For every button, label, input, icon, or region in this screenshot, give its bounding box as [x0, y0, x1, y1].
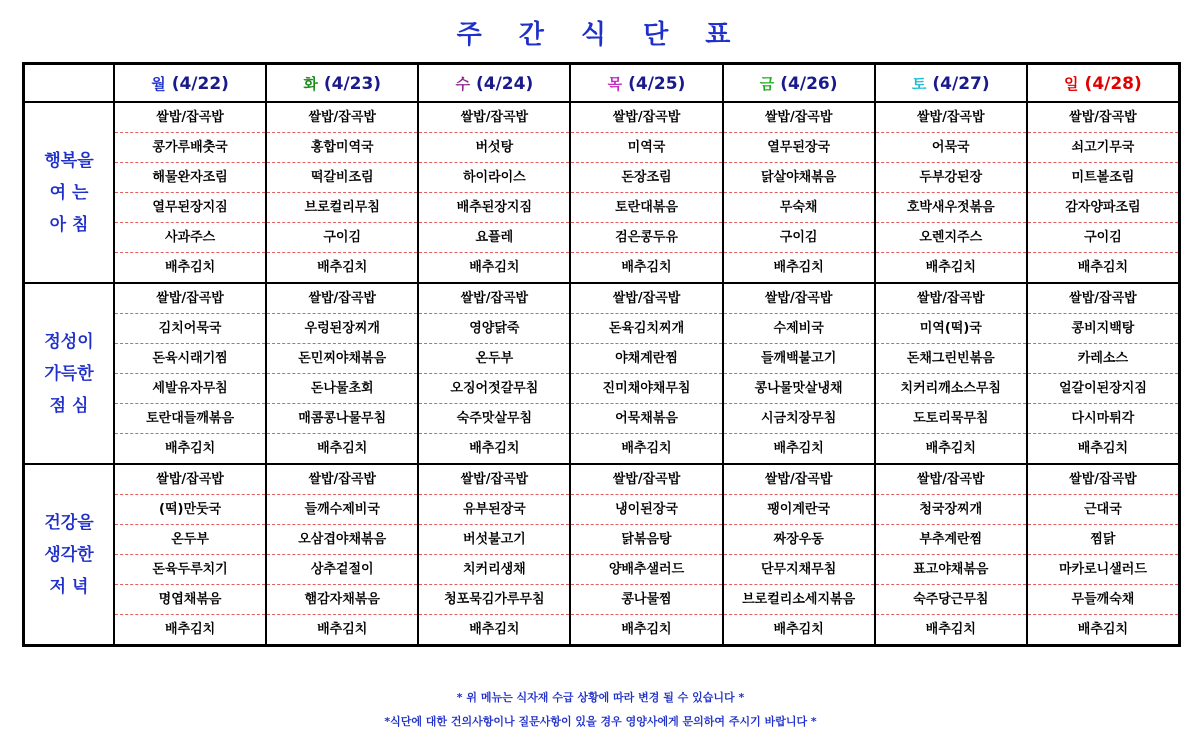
menu-item: 단무지채무침: [724, 555, 874, 585]
menu-item: 어묵국: [876, 133, 1026, 163]
day-date: (4/26): [780, 73, 838, 94]
menu-item: 닭볶음탕: [571, 525, 721, 555]
menu-item: 닭살야채볶음: [724, 163, 874, 193]
menu-item: 배추김치: [317, 622, 368, 637]
menu-item: 콩나물찜: [571, 585, 721, 615]
menu-item: 쌀밥/잡곡밥: [724, 284, 874, 314]
day-char: 토: [911, 74, 927, 93]
menu-item: 시금치장무침: [724, 404, 874, 434]
menu-item: 배추김치: [1077, 441, 1129, 456]
menu-item: 영양닭죽: [419, 314, 569, 344]
menu-item: 돈육두루치기: [115, 555, 265, 585]
menu-item: 브로컬리무침: [267, 193, 417, 223]
meal-label-line: 정성이: [44, 331, 94, 352]
menu-item: 배추김치: [621, 622, 672, 637]
menu-list: [115, 284, 265, 463]
menu-item: 쌀밥/잡곡밥: [419, 103, 569, 133]
menu-cell: [114, 102, 266, 283]
change-notice: * 위 메뉴는 식자재 수급 상황에 따라 변경 될 수 있습니다 *: [456, 691, 745, 704]
menu-item: 쌀밥/잡곡밥: [724, 103, 874, 133]
menu-item: 배추김치: [925, 622, 976, 637]
menu-list: [876, 465, 1026, 644]
menu-item: 콩가루배춧국: [115, 133, 265, 163]
menu-item: 콩비지백탕: [1028, 314, 1178, 344]
menu-item: 쌀밥/잡곡밥: [724, 465, 874, 495]
menu-item: 쇠고기무국: [1028, 133, 1178, 163]
menu-item: 팽이계란국: [724, 495, 874, 525]
menu-item: 쌀밥/잡곡밥: [419, 284, 569, 314]
menu-item: 배추김치: [317, 260, 368, 275]
day-char: 월: [151, 74, 166, 93]
menu-item: 사과주스: [115, 223, 265, 253]
menu-item: 배추김치: [317, 441, 368, 456]
menu-item: 구이김: [1028, 223, 1178, 253]
menu-item: 쌀밥/잡곡밥: [876, 465, 1026, 495]
menu-cell: [418, 464, 570, 645]
menu-cell: [570, 102, 722, 283]
menu-item: 오삼겹야채볶음: [267, 525, 417, 555]
menu-item: 배추김치: [164, 622, 216, 637]
menu-cell: [114, 464, 266, 645]
menu-cell: [875, 102, 1027, 283]
menu-item: 쌀밥/잡곡밥: [419, 465, 569, 495]
menu-item: 도토리묵무침: [876, 404, 1026, 434]
menu-cell: [570, 464, 722, 645]
page-title: 주 간 식 단 표: [456, 20, 745, 50]
menu-item: 검은콩두유: [571, 223, 721, 253]
menu-item: 무들깨숙채: [1028, 585, 1178, 615]
menu-list: [1028, 103, 1178, 282]
menu-item: 근대국: [1028, 495, 1178, 525]
menu-list: [115, 103, 265, 282]
meal-label-line: 여 는: [49, 182, 89, 203]
menu-item: 배추김치: [621, 260, 672, 275]
menu-cell: [723, 464, 875, 645]
menu-item: 냉이된장국: [571, 495, 721, 525]
menu-cell: [1027, 102, 1179, 283]
menu-cell: [418, 283, 570, 464]
menu-item: 온두부: [419, 344, 569, 374]
menu-item: 수제비국: [724, 314, 874, 344]
menu-item: 쌀밥/잡곡밥: [267, 103, 417, 133]
menu-item: 어묵채볶음: [571, 404, 721, 434]
menu-list: [267, 465, 417, 644]
menu-item: 돈나물초회: [267, 374, 417, 404]
menu-item: 열무된장국: [724, 133, 874, 163]
menu-item: 숙주당근무침: [876, 585, 1026, 615]
menu-item: 쌀밥/잡곡밥: [1028, 465, 1178, 495]
menu-item: 호박새우젓볶음: [876, 193, 1026, 223]
menu-item: 브로컬리소세지볶음: [724, 585, 874, 615]
menu-item: 카레소스: [1028, 344, 1178, 374]
menu-item: 쌀밥/잡곡밥: [571, 103, 721, 133]
menu-item: 명엽채볶음: [115, 585, 265, 615]
menu-item: 온두부: [115, 525, 265, 555]
meal-label-line: 행복을: [44, 150, 94, 171]
menu-item: 숙주맛살무침: [419, 404, 569, 434]
menu-item: 구이김: [267, 223, 417, 253]
day-date: (4/24): [475, 73, 534, 94]
meal-row-breakfast: [24, 102, 1179, 283]
menu-item: 돈채그린빈볶음: [876, 344, 1026, 374]
menu-item: 돈민찌야채볶음: [267, 344, 417, 374]
menu-item: 버섯탕: [419, 133, 569, 163]
menu-item: 양배추샐러드: [571, 555, 721, 585]
menu-item: 요플레: [419, 223, 569, 253]
menu-item: 쌀밥/잡곡밥: [571, 465, 721, 495]
menu-item: 들깨수제비국: [267, 495, 417, 525]
menu-item: 쌀밥/잡곡밥: [1028, 103, 1178, 133]
day-header-mon: [114, 64, 266, 102]
menu-cell: [266, 464, 418, 645]
menu-item: 돈장조림: [571, 163, 721, 193]
day-date: (4/22): [171, 73, 229, 94]
menu-item: 배추김치: [773, 622, 824, 637]
menu-item: 청국장찌개: [876, 495, 1026, 525]
day-header-sun: [1027, 64, 1179, 102]
menu-item: 해물완자조림: [115, 163, 265, 193]
menu-item: 쌀밥/잡곡밥: [115, 103, 265, 133]
menu-item: 표고야채볶음: [876, 555, 1026, 585]
menu-item: 배추김치: [1077, 622, 1129, 637]
day-char: 목: [607, 74, 623, 93]
menu-item: 콩나물맛살냉채: [724, 374, 874, 404]
menu-item: 배추김치: [925, 441, 976, 456]
menu-list: [1028, 465, 1178, 644]
menu-item: 치커리깨소스무침: [876, 374, 1026, 404]
menu-list: [724, 465, 874, 644]
menu-item: 구이김: [724, 223, 874, 253]
corner-cell: [24, 64, 114, 102]
meal-label-breakfast: [24, 102, 114, 283]
menu-cell: [266, 283, 418, 464]
menu-item: 미역(떡)국: [876, 314, 1026, 344]
weekly-menu-table: [22, 62, 1181, 647]
day-header-row: [24, 64, 1179, 102]
menu-item: 김치어묵국: [115, 314, 265, 344]
menu-item: 배추김치: [164, 260, 216, 275]
menu-item: 배추김치: [621, 441, 672, 456]
meal-label-line: 가득한: [44, 363, 94, 384]
day-char: 수: [455, 74, 470, 93]
menu-item: 하이라이스: [419, 163, 569, 193]
day-header-thu: [570, 64, 722, 102]
menu-item: 쌀밥/잡곡밥: [1028, 284, 1178, 314]
menu-item: 배추된장지짐: [419, 193, 569, 223]
menu-item: 청포묵김가루무침: [419, 585, 569, 615]
day-date: (4/28): [1084, 73, 1142, 94]
day-header-wed: [418, 64, 570, 102]
menu-list: [724, 284, 874, 463]
menu-cell: [875, 283, 1027, 464]
meal-row-lunch: [24, 283, 1179, 464]
day-header-fri: [723, 64, 875, 102]
menu-item: 열무된장지짐: [115, 193, 265, 223]
meal-row-dinner: [24, 464, 1179, 645]
menu-item: 짜장우동: [724, 525, 874, 555]
inquiry-notice: *식단에 대한 건의사항이나 질문사항이 있을 경우 영양사에게 문의하여 주시기 바랍니다 *: [384, 715, 817, 728]
menu-item: 진미채야채무침: [571, 374, 721, 404]
menu-item: 두부강된장: [876, 163, 1026, 193]
menu-item: 무숙채: [724, 193, 874, 223]
meal-label-line: 점 심: [49, 395, 89, 416]
menu-list: [571, 465, 721, 644]
menu-item: 배추김치: [773, 260, 824, 275]
menu-list: [419, 465, 569, 644]
menu-item: 세발유자무침: [115, 374, 265, 404]
menu-item: (떡)만둣국: [115, 495, 265, 525]
menu-item: 쌀밥/잡곡밥: [115, 284, 265, 314]
menu-item: 오징어젓갈무침: [419, 374, 569, 404]
day-date: (4/27): [932, 73, 990, 94]
menu-cell: [114, 283, 266, 464]
menu-item: 배추김치: [925, 260, 976, 275]
menu-list: [571, 284, 721, 463]
menu-cell: [875, 464, 1027, 645]
menu-item: 치커리생채: [419, 555, 569, 585]
meal-label-line: 저 녁: [49, 576, 89, 597]
menu-item: 쌀밥/잡곡밥: [267, 284, 417, 314]
menu-list: [876, 284, 1026, 463]
day-header-sat: [875, 64, 1027, 102]
menu-item: 유부된장국: [419, 495, 569, 525]
menu-cell: [266, 102, 418, 283]
menu-item: 상추겉절이: [267, 555, 417, 585]
menu-list: [419, 103, 569, 282]
meal-label-lunch: [24, 283, 114, 464]
day-date: (4/23): [323, 73, 382, 94]
meal-label-dinner: [24, 464, 114, 645]
menu-item: 떡갈비조림: [267, 163, 417, 193]
meal-label-line: 생각한: [44, 544, 94, 565]
day-char: 화: [303, 74, 318, 93]
menu-list: [1028, 284, 1178, 463]
menu-list: [571, 103, 721, 282]
menu-list: [267, 103, 417, 282]
menu-item: 쌀밥/잡곡밥: [267, 465, 417, 495]
menu-item: 쌀밥/잡곡밥: [876, 284, 1026, 314]
menu-item: 미역국: [571, 133, 721, 163]
menu-list: [724, 103, 874, 282]
menu-item: 쌀밥/잡곡밥: [115, 465, 265, 495]
day-char: 일: [1064, 74, 1079, 93]
menu-item: 토란대들깨볶음: [115, 404, 265, 434]
menu-item: 미트볼조림: [1028, 163, 1178, 193]
menu-cell: [1027, 283, 1179, 464]
menu-item: 배추김치: [469, 260, 520, 275]
menu-item: 배추김치: [469, 622, 520, 637]
day-date: (4/25): [628, 73, 686, 94]
menu-item: 쌀밥/잡곡밥: [876, 103, 1026, 133]
menu-item: 매콤콩나물무침: [267, 404, 417, 434]
menu-item: 돈육김치찌개: [571, 314, 721, 344]
meal-label-line: 건강을: [44, 512, 94, 533]
menu-item: 얼갈이된장지짐: [1028, 374, 1178, 404]
menu-item: 찜닭: [1028, 525, 1178, 555]
menu-cell: [723, 283, 875, 464]
meal-label-line: 아 침: [49, 214, 89, 235]
menu-item: 배추김치: [1077, 260, 1129, 275]
menu-item: 햄감자채볶음: [267, 585, 417, 615]
menu-item: 버섯불고기: [419, 525, 569, 555]
menu-item: 마카로니샐러드: [1028, 555, 1178, 585]
menu-item: 감자양파조림: [1028, 193, 1178, 223]
day-header-tue: [266, 64, 418, 102]
day-char: 금: [759, 74, 775, 93]
menu-list: [115, 465, 265, 644]
menu-list: [419, 284, 569, 463]
menu-item: 우렁된장찌개: [267, 314, 417, 344]
menu-item: 토란대볶음: [571, 193, 721, 223]
menu-item: 돈육시래기찜: [115, 344, 265, 374]
menu-item: 쌀밥/잡곡밥: [571, 284, 721, 314]
menu-item: 들깨백불고기: [724, 344, 874, 374]
menu-item: 배추김치: [773, 441, 824, 456]
menu-list: [267, 284, 417, 463]
menu-item: 오렌지주스: [876, 223, 1026, 253]
menu-item: 배추김치: [164, 441, 216, 456]
menu-list: [876, 103, 1026, 282]
menu-cell: [723, 102, 875, 283]
menu-item: 부추계란찜: [876, 525, 1026, 555]
menu-item: 다시마튀각: [1028, 404, 1178, 434]
menu-item: 홍합미역국: [267, 133, 417, 163]
menu-item: 배추김치: [469, 441, 520, 456]
menu-item: 야채계란찜: [571, 344, 721, 374]
menu-cell: [418, 102, 570, 283]
menu-cell: [1027, 464, 1179, 645]
menu-cell: [570, 283, 722, 464]
